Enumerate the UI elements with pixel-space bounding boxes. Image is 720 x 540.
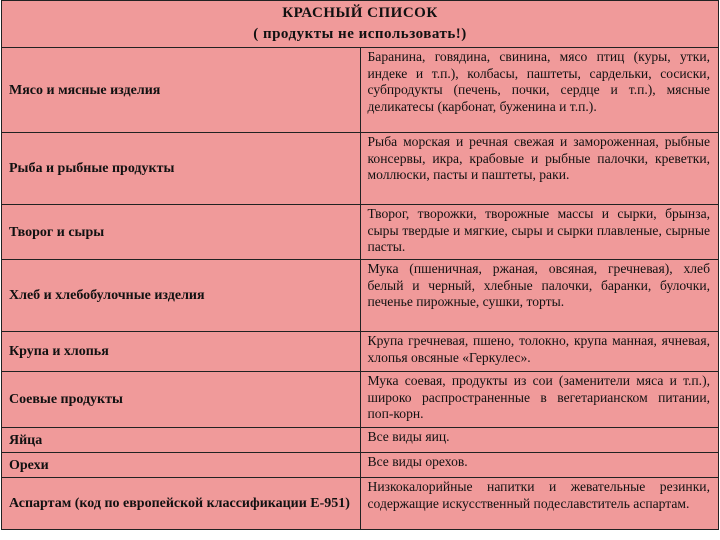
table-row bbox=[2, 205, 719, 260]
category-cell: Творог и сыры bbox=[2, 205, 361, 260]
table-row bbox=[2, 48, 719, 133]
table-row bbox=[2, 332, 719, 372]
header-row bbox=[2, 1, 719, 48]
description-cell bbox=[360, 478, 719, 530]
description-text: Творог, творожки, творожные массы и сырки, брынза, сыры твердые и мягкие, сыры и сырки плавленые, сырные пасты. bbox=[367, 206, 710, 255]
description-cell bbox=[360, 332, 719, 372]
description-cell bbox=[360, 428, 719, 453]
description-text: Мука соевая, продукты из сои (заменители мяса и т.п.), широко распространенные в вегетарианском питании, поп-корн. bbox=[367, 373, 710, 422]
category-cell: Яйца bbox=[2, 428, 361, 453]
red-list-document bbox=[1, 0, 719, 540]
category-cell: Мясо и мясные изделия bbox=[2, 48, 361, 133]
document-title: КРАСНЫЙ СПИСОК bbox=[282, 5, 438, 21]
description-text: Все виды орехов. bbox=[367, 454, 468, 469]
document-subtitle: ( продукты не использовать!) bbox=[253, 26, 467, 42]
category-cell: Аспартам (код по европейской классификации Е-951) bbox=[2, 478, 361, 530]
category-cell: Рыба и рыбные продукты bbox=[2, 133, 361, 205]
category-cell: Крупа и хлопья bbox=[2, 332, 361, 372]
description-text: Баранина, говядина, свинина, мясо птиц (куры, утки, индеке и т.п.), колбасы, паштеты, сардельки, сосиски, субпродукты (печень, почки, сердце и т.п.), мясные деликатесы (карбонат, буженина и т.п.). bbox=[367, 49, 710, 114]
category-cell: Орехи bbox=[2, 453, 361, 478]
description-text: Низкокалорийные напитки и жевательные резинки, содержащие искусственный подеславститель аспартам. bbox=[367, 479, 710, 511]
table-row bbox=[2, 453, 719, 478]
table-row bbox=[2, 133, 719, 205]
category-cell: Соевые продукты bbox=[2, 372, 361, 428]
description-cell bbox=[360, 133, 719, 205]
category-cell: Хлеб и хлебобулочные изделия bbox=[2, 260, 361, 332]
description-cell bbox=[360, 372, 719, 428]
description-text: Все виды яиц. bbox=[367, 429, 450, 444]
red-list-table bbox=[1, 0, 719, 530]
description-cell bbox=[360, 260, 719, 332]
description-text: Крупа гречневая, пшено, толокно, крупа манная, ячневая, хлопья овсяные «Геркулес». bbox=[367, 333, 710, 365]
description-cell bbox=[360, 453, 719, 478]
description-cell bbox=[360, 205, 719, 260]
table-row bbox=[2, 372, 719, 428]
table-row bbox=[2, 260, 719, 332]
description-cell bbox=[360, 48, 719, 133]
table-row bbox=[2, 428, 719, 453]
description-text: Рыба морская и речная свежая и замороженная, рыбные консервы, икра, крабовые и рыбные палочки, креветки, моллюски, пасты и паштеты, раки. bbox=[367, 134, 710, 183]
description-text: Мука (пшеничная, ржаная, овсяная, гречневая), хлеб белый и черный, хлебные палочки, баранки, булочки, печенье пирожные, сушки, торты. bbox=[367, 261, 710, 310]
table-header bbox=[2, 1, 719, 48]
table-row bbox=[2, 478, 719, 530]
